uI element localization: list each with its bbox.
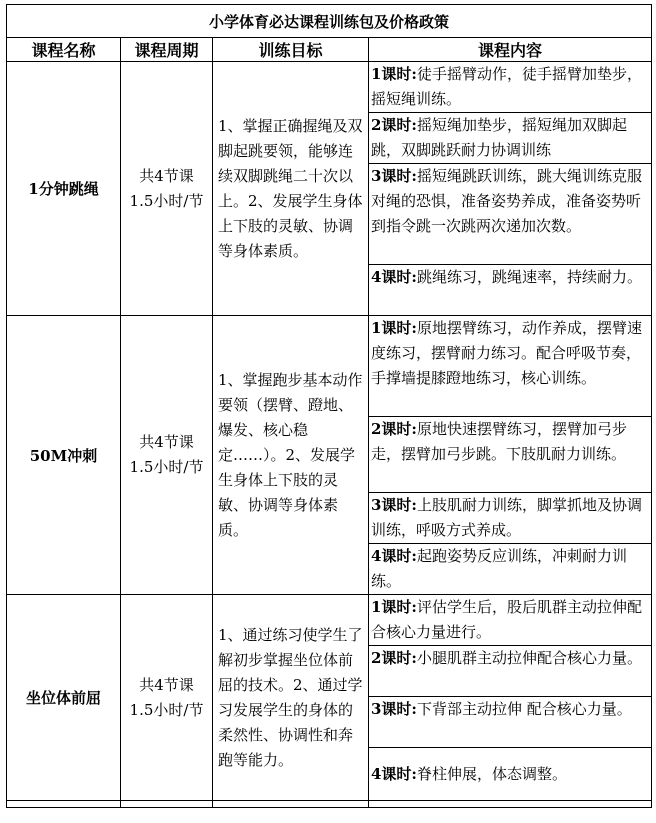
- session-cell: [369, 164, 652, 265]
- session-text: 小腿肌群主动拉伸配合核心力量。: [416, 649, 642, 667]
- period-sessions: 共4节课: [139, 675, 194, 694]
- session-label: 3课时:: [371, 496, 417, 514]
- session-cell: [369, 646, 652, 697]
- empty-cell: [213, 801, 369, 808]
- session-cell: [369, 316, 652, 417]
- empty-cell: [121, 801, 213, 808]
- session-text: 原地快速摆臂练习，摆臂加弓步走，摆臂加弓步跳。下肢肌耐力训练。: [371, 420, 627, 463]
- session-text: 原地摆臂练习，动作养成，摆臂速度练习，摆臂耐力练习。配合呼吸节奏，手撑墙提膝蹬地练习，核心训练。: [371, 319, 642, 387]
- session-cell: [369, 697, 652, 748]
- session-cell: [369, 417, 652, 493]
- course-name: 50M冲刺: [7, 316, 121, 595]
- header-course-name: 课程名称: [7, 38, 121, 62]
- session-text: 脊柱伸展，体态调整。: [416, 764, 567, 783]
- course-period: [121, 316, 213, 595]
- table-title: 小学体育必达课程训练包及价格政策: [7, 5, 652, 38]
- table-row: [7, 62, 652, 113]
- session-label: 2课时:: [371, 649, 417, 667]
- session-label: 2课时:: [371, 116, 417, 134]
- period-sessions: 共4节课: [139, 433, 194, 451]
- table-row: [7, 595, 652, 646]
- period-duration: 1.5小时/节: [129, 191, 204, 210]
- session-label: 3课时:: [371, 167, 417, 185]
- header-course-period: 课程周期: [121, 38, 213, 62]
- session-text: 徒手摇臂动作，徒手摇臂加垫步，摇短绳训练。: [371, 65, 642, 108]
- session-label: 4课时:: [371, 268, 417, 286]
- course-period: [121, 595, 213, 801]
- session-cell: [369, 544, 652, 595]
- session-label: 1课时:: [371, 65, 417, 83]
- session-label: 4课时:: [371, 547, 417, 565]
- session-text: 起跑姿势反应训练，冲刺耐力训练。: [371, 547, 627, 590]
- session-label: 3课时:: [371, 700, 417, 718]
- training-goal: 1、掌握跑步基本动作要领（摆臂、蹬地、爆发、核心稳定……）。2、发展学生身体上下肢的灵敏、协调等身体素质。: [213, 316, 369, 595]
- session-label: 4课时:: [371, 764, 417, 783]
- header-course-content: 课程内容: [369, 38, 652, 62]
- table-row-cutoff: [7, 801, 652, 808]
- session-text: 评估学生后，股后肌群主动拉伸配合核心力量进行。: [371, 598, 642, 641]
- session-text: 下背部主动拉伸 配合核心力量。: [416, 700, 632, 718]
- session-cell: [369, 113, 652, 164]
- course-name: 1分钟跳绳: [7, 62, 121, 316]
- period-duration: 1.5小时/节: [129, 458, 204, 476]
- session-label: 1课时:: [371, 598, 417, 616]
- session-cell: [369, 265, 652, 316]
- session-cell: [369, 62, 652, 113]
- course-table: [6, 4, 652, 808]
- session-text: 摇短绳跳跃训练，跳大绳训练克服对绳的恐惧，准备姿势养成，准备姿势听到指令跳一次跳两次递加次数。: [371, 167, 642, 235]
- session-label: 1课时:: [371, 319, 417, 337]
- period-sessions: 共4节课: [139, 166, 194, 185]
- period-duration: 1.5小时/节: [129, 700, 204, 719]
- course-name: 坐位体前屈: [7, 595, 121, 801]
- session-text: 摇短绳加垫步，摇短绳加双脚起跳，双脚跳跃耐力协调训练: [371, 116, 627, 159]
- session-cell: [369, 595, 652, 646]
- empty-cell: [369, 801, 652, 808]
- table-row: [7, 316, 652, 417]
- empty-cell: [7, 801, 121, 808]
- session-text: 上肢肌耐力训练，脚掌抓地及协调训练，呼吸方式养成。: [371, 496, 642, 539]
- session-cell: [369, 493, 652, 544]
- session-label: 2课时:: [371, 420, 417, 438]
- session-text: 跳绳练习，跳绳速率，持续耐力。: [416, 268, 642, 286]
- course-period: [121, 62, 213, 316]
- training-goal: 1、通过练习使学生了解初步掌握坐位体前屈的技术。2、通过学习发展学生的身体的柔然性、协调性和奔跑等能力。: [213, 595, 369, 801]
- training-goal: 1、掌握正确握绳及双脚起跳要领，能够连续双脚跳绳二十次以上。2、发展学生身体上下肢的灵敏、协调等身体素质。: [213, 62, 369, 316]
- header-training-goal: 训练目标: [213, 38, 369, 62]
- session-cell: [369, 748, 652, 801]
